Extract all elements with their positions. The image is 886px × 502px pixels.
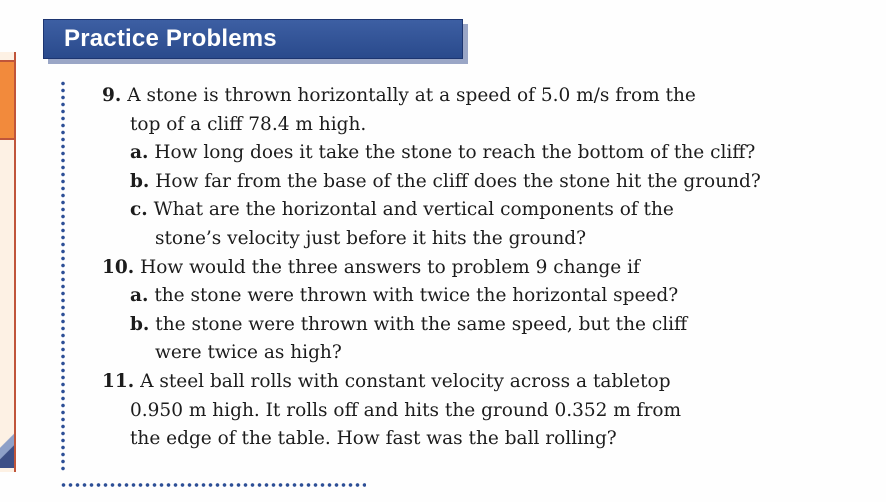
part-text: the stone were thrown with the same speed, but the cliff — [155, 313, 688, 335]
problem-text: top of a cliff 78.4 m high. — [130, 113, 367, 135]
problem-line — [130, 397, 681, 426]
problem-text: A steel ball rolls with constant velocity across a tabletop — [140, 371, 671, 392]
problem-number: 11. — [102, 371, 135, 392]
problem-line — [130, 111, 366, 140]
problem-text: 0.950 m high. It rolls off and hits the ground 0.352 m from — [130, 399, 682, 421]
part-text: the stone were thrown with twice the horizontal speed? — [154, 285, 679, 307]
problem-text: the edge of the table. How fast was the ball rolling? — [130, 428, 617, 450]
problem-part-line — [130, 168, 761, 197]
part-label: c. — [130, 199, 148, 221]
part-label: b. — [130, 170, 150, 192]
problem-part-line — [155, 225, 586, 254]
dotted-rule-horizontal — [60, 482, 366, 488]
part-label: b. — [130, 313, 150, 335]
problem-line — [102, 82, 696, 111]
part-text: How far from the base of the cliff does the stone hit the ground? — [155, 170, 761, 192]
problem-number: 10. — [102, 256, 135, 278]
problem-part-line — [130, 139, 755, 168]
part-text: were twice as high? — [155, 342, 342, 364]
problem-text: A stone is thrown horizontally at a speed of 5.0 m/s from the — [127, 85, 696, 106]
part-text: How long does it take the stone to reach the bottom of the cliff? — [154, 142, 756, 164]
part-text: stone’s velocity just before it hits the ground? — [155, 228, 587, 249]
problem-part-line — [130, 196, 674, 225]
page-title: Practice Problems — [64, 25, 277, 52]
part-label: a. — [130, 285, 149, 307]
dotted-rule-vertical — [60, 80, 66, 472]
problem-part-line — [130, 311, 687, 340]
header-banner — [43, 19, 463, 59]
problem-line — [130, 425, 617, 454]
problem-text: How would the three answers to problem 9 change if — [140, 256, 640, 278]
adjacent-page-orange-block — [0, 60, 14, 140]
adjacent-page-corner-graphic — [0, 424, 14, 468]
problem-number: 9. — [102, 85, 122, 106]
adjacent-page-strip — [0, 52, 16, 472]
problem-part-line — [155, 339, 342, 368]
problem-part-line — [130, 282, 678, 311]
part-label: a. — [130, 142, 149, 164]
part-text: What are the horizontal and vertical components of the — [153, 199, 674, 221]
problem-line — [102, 254, 640, 283]
problem-line — [102, 368, 671, 397]
